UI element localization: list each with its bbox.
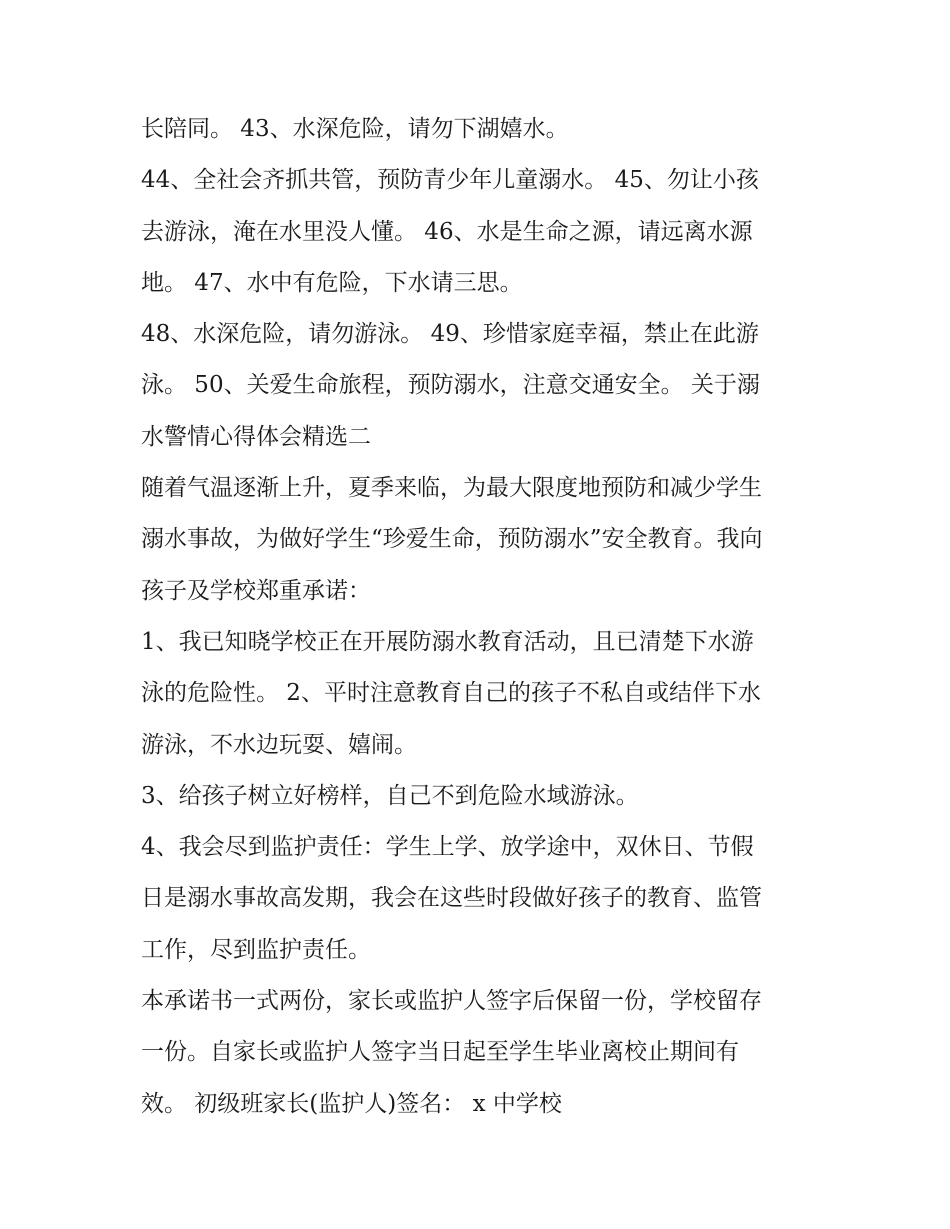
section-heading-line: 水警情心得体会精选二 (141, 423, 371, 450)
text-line: 48、水深危险，请勿游泳。 49、珍惜家庭幸福，禁止在此游 (141, 321, 759, 348)
text-line: 本承诺书一式两份，家长或监护人签字后保留一份，学校留存 (141, 988, 762, 1015)
text-line: 溺水事故，为做好学生“珍爱生命，预防溺水”安全教育。我向 (141, 526, 763, 553)
text-line: 游泳，不水边玩耍、嬉闹。 (141, 731, 417, 758)
text-line: 去游泳，淹在水里没人懂。 46、水是生命之源，请远离水源 (141, 218, 753, 245)
text-line: 一份。自家长或监护人签字当日起至学生毕业离校止期间有 (141, 1039, 739, 1066)
text-line: 4、我会尽到监护责任：学生上学、放学途中，双休日、节假 (141, 834, 754, 861)
text-line: 44、全社会齐抓共管，预防青少年儿童溺水。 45、勿让小孩 (141, 167, 759, 194)
text-line: 随着气温逐渐上升，夏季来临，为最大限度地预防和减少学生 (141, 475, 762, 502)
text-line: 孩子及学校郑重承诺： (141, 577, 371, 604)
document-body-text (141, 104, 821, 1130)
text-line: 3、给孩子树立好榜样，自己不到危险水域游泳。 (141, 782, 639, 809)
text-line: 日是溺水事故高发期，我会在这些时段做好孩子的教育、监管 (141, 885, 762, 912)
text-line: 长陪同。 43、水深危险，请勿下湖嬉水。 (141, 116, 569, 142)
text-line: 地。 47、水中有危险，下水请三思。 (141, 269, 523, 296)
text-line: 泳。 50、关爱生命旅程，预防溺水，注意交通安全。 关于溺 (141, 372, 760, 399)
signature-line: 效。 初级班家长(监护人)签名： x 中学校 (141, 1090, 562, 1117)
text-line: 工作，尽到监护责任。 (141, 936, 371, 963)
text-line: 1、我已知晓学校正在开展防溺水教育活动，且已清楚下水游 (141, 628, 754, 655)
text-line: 泳的危险性。 2、平时注意教育自己的孩子不私自或结伴下水 (141, 680, 761, 707)
